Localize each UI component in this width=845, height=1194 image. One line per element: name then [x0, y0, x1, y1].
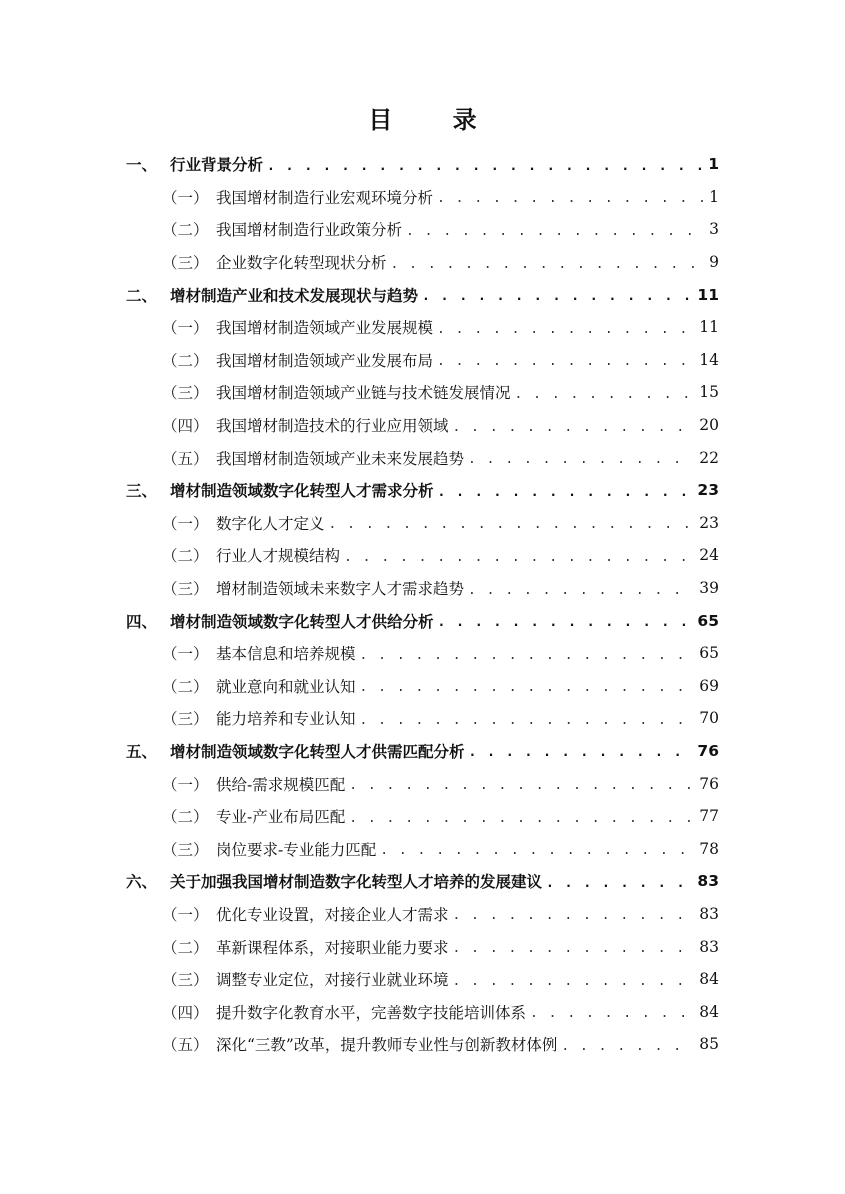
- dot-leader: [453, 421, 696, 434]
- toc-entry-label: 调整专业定位，对接行业就业环境: [216, 971, 449, 990]
- toc-entry-page-number: 15: [699, 383, 719, 402]
- toc-entry-label: 革新课程体系，对接职业能力要求: [216, 938, 449, 957]
- toc-section-entry[interactable]: [126, 898, 719, 931]
- toc-entry-label: 我国增材制造行业政策分析: [216, 221, 403, 240]
- toc-entry-page-number: 1: [708, 155, 719, 174]
- dot-leader: [530, 1007, 695, 1020]
- toc-section-entry[interactable]: [126, 963, 719, 996]
- toc-entry-number: （三）: [162, 254, 209, 273]
- toc-section-entry[interactable]: [126, 409, 719, 442]
- toc-section-entry[interactable]: [126, 995, 719, 1028]
- dot-leader: [267, 160, 704, 173]
- toc-entry-number: 二、: [126, 286, 158, 305]
- dot-leader: [360, 649, 696, 662]
- toc-chapter-entry[interactable]: [126, 604, 719, 637]
- toc-section-entry[interactable]: [126, 767, 719, 800]
- toc-entry-label: 我国增材制造领域产业发展布局: [216, 351, 434, 370]
- dot-leader: [349, 812, 695, 825]
- dot-leader: [453, 975, 696, 988]
- toc-entry-page-number: 3: [709, 220, 719, 239]
- dot-leader: [360, 714, 696, 727]
- toc-entry-number: （一）: [162, 319, 209, 338]
- table-of-contents: [126, 148, 719, 1061]
- toc-entry-label: 专业-产业布局匹配: [216, 808, 346, 827]
- toc-entry-number: 五、: [126, 742, 158, 761]
- toc-chapter-entry[interactable]: [126, 865, 719, 898]
- toc-entry-page-number: 65: [699, 644, 719, 663]
- toc-entry-page-number: 22: [699, 448, 719, 467]
- page-title: 目 录: [368, 106, 503, 134]
- toc-section-entry[interactable]: [126, 637, 719, 670]
- dot-leader: [561, 1040, 695, 1053]
- toc-entry-number: （二）: [162, 547, 209, 566]
- toc-entry-page-number: 76: [699, 774, 719, 793]
- toc-entry-label: 企业数字化转型现状分析: [216, 254, 387, 273]
- toc-entry-label: 能力培养和专业认知: [216, 710, 356, 729]
- toc-entry-label: 行业背景分析: [170, 156, 264, 175]
- toc-section-entry[interactable]: [126, 1028, 719, 1061]
- toc-entry-label: 增材制造领域数字化转型人才供给分析: [170, 612, 434, 631]
- dot-leader: [515, 388, 696, 401]
- dot-leader: [437, 355, 695, 368]
- toc-entry-number: （一）: [162, 188, 209, 207]
- dot-leader: [360, 681, 696, 694]
- dot-leader: [437, 323, 695, 336]
- dot-leader: [453, 909, 696, 922]
- dot-leader: [437, 192, 705, 205]
- toc-entry-page-number: 11: [697, 285, 719, 304]
- toc-entry-number: （二）: [162, 677, 209, 696]
- toc-entry-number: （五）: [162, 449, 209, 468]
- toc-entry-page-number: 1: [709, 187, 719, 206]
- toc-entry-number: 三、: [126, 482, 158, 501]
- toc-section-entry[interactable]: [126, 930, 719, 963]
- dot-leader: [438, 616, 694, 629]
- dot-leader: [422, 290, 693, 303]
- toc-entry-number: （四）: [162, 417, 209, 436]
- toc-entry-number: （一）: [162, 905, 209, 924]
- toc-entry-page-number: 65: [697, 611, 719, 630]
- toc-entry-number: （一）: [162, 645, 209, 664]
- dot-leader: [546, 877, 693, 890]
- toc-section-entry[interactable]: [126, 507, 719, 540]
- toc-entry-label: 增材制造产业和技术发展现状与趋势: [170, 286, 419, 305]
- dot-leader: [468, 584, 695, 597]
- toc-entry-number: （五）: [162, 1036, 209, 1055]
- toc-entry-page-number: 9: [709, 253, 719, 272]
- toc-entry-page-number: 85: [699, 1035, 719, 1054]
- dot-leader: [380, 844, 695, 857]
- toc-entry-number: （三）: [162, 971, 209, 990]
- toc-entry-page-number: 14: [699, 350, 719, 369]
- toc-entry-page-number: 83: [697, 872, 719, 891]
- toc-entry-page-number: 24: [699, 546, 719, 565]
- toc-section-entry[interactable]: [126, 800, 719, 833]
- toc-chapter-entry[interactable]: [126, 278, 719, 311]
- toc-entry-number: （二）: [162, 938, 209, 957]
- toc-entry-label: 深化“三教”改革，提升教师专业性与创新教材体例: [216, 1036, 558, 1055]
- toc-entry-label: 行业人才规模结构: [216, 547, 341, 566]
- toc-entry-number: （一）: [162, 775, 209, 794]
- toc-section-entry[interactable]: [126, 832, 719, 865]
- toc-entry-number: （二）: [162, 221, 209, 240]
- dot-leader: [468, 453, 695, 466]
- toc-entry-label: 关于加强我国增材制造数字化转型人才培养的发展建议: [170, 873, 543, 892]
- toc-entry-page-number: 76: [697, 741, 719, 760]
- toc-entry-number: 六、: [126, 873, 158, 892]
- toc-entry-label: 增材制造领域数字化转型人才需求分析: [170, 482, 434, 501]
- toc-entry-label: 增材制造领域数字化转型人才供需匹配分析: [170, 742, 465, 761]
- toc-entry-page-number: 84: [699, 1002, 719, 1021]
- toc-entry-page-number: 84: [699, 970, 719, 989]
- toc-entry-label: 数字化人才定义: [216, 514, 325, 533]
- toc-entry-number: （二）: [162, 351, 209, 370]
- toc-entry-page-number: 39: [699, 579, 719, 598]
- toc-entry-page-number: 78: [699, 839, 719, 858]
- toc-section-entry[interactable]: [126, 572, 719, 605]
- toc-entry-number: （一）: [162, 514, 209, 533]
- toc-entry-page-number: 77: [699, 807, 719, 826]
- toc-entry-number: （三）: [162, 384, 209, 403]
- dot-leader: [329, 518, 696, 531]
- toc-entry-label: 增材制造领域未来数字人才需求趋势: [216, 580, 465, 599]
- toc-section-entry[interactable]: [126, 344, 719, 377]
- toc-section-entry[interactable]: [126, 311, 719, 344]
- dot-leader: [349, 779, 695, 792]
- toc-entry-page-number: 11: [699, 318, 719, 337]
- dot-leader: [344, 551, 695, 564]
- toc-section-entry[interactable]: [126, 539, 719, 572]
- toc-entry-number: 四、: [126, 612, 158, 631]
- toc-entry-number: （三）: [162, 840, 209, 859]
- toc-entry-label: 我国增材制造技术的行业应用领域: [216, 417, 449, 436]
- toc-entry-page-number: 23: [697, 481, 719, 500]
- toc-entry-number: （三）: [162, 580, 209, 599]
- toc-entry-label: 我国增材制造领域产业链与技术链发展情况: [216, 384, 511, 403]
- toc-chapter-entry[interactable]: [126, 474, 719, 507]
- toc-chapter-entry[interactable]: [126, 148, 719, 181]
- toc-section-entry[interactable]: [126, 181, 719, 214]
- toc-chapter-entry[interactable]: [126, 735, 719, 768]
- toc-entry-page-number: 69: [699, 676, 719, 695]
- toc-entry-number: （三）: [162, 710, 209, 729]
- toc-entry-label: 提升数字化教育水平，完善数字技能培训体系: [216, 1003, 527, 1022]
- toc-section-entry[interactable]: [126, 670, 719, 703]
- toc-section-entry[interactable]: [126, 702, 719, 735]
- toc-entry-page-number: 83: [699, 904, 719, 923]
- toc-entry-label: 基本信息和培养规模: [216, 645, 356, 664]
- dot-leader: [391, 258, 705, 271]
- toc-entry-label: 供给-需求规模匹配: [216, 775, 346, 794]
- toc-entry-page-number: 23: [699, 513, 719, 532]
- toc-entry-page-number: 20: [699, 416, 719, 435]
- toc-entry-label: 我国增材制造行业宏观环境分析: [216, 188, 434, 207]
- toc-entry-label: 岗位要求-专业能力匹配: [216, 840, 377, 859]
- toc-section-entry[interactable]: [126, 246, 719, 279]
- toc-entry-page-number: 83: [699, 937, 719, 956]
- toc-entry-number: （二）: [162, 808, 209, 827]
- dot-leader: [406, 225, 705, 238]
- toc-entry-label: 我国增材制造领域产业发展规模: [216, 319, 434, 338]
- toc-entry-number: 一、: [126, 156, 158, 175]
- dot-leader: [453, 942, 696, 955]
- toc-entry-number: （四）: [162, 1003, 209, 1022]
- toc-section-entry[interactable]: [126, 441, 719, 474]
- toc-section-entry[interactable]: [126, 213, 719, 246]
- toc-entry-page-number: 70: [699, 709, 719, 728]
- toc-entry-label: 就业意向和就业认知: [216, 677, 356, 696]
- toc-section-entry[interactable]: [126, 376, 719, 409]
- toc-entry-label: 优化专业设置，对接企业人才需求: [216, 905, 449, 924]
- dot-leader: [438, 486, 694, 499]
- dot-leader: [469, 746, 694, 759]
- toc-entry-label: 我国增材制造领域产业未来发展趋势: [216, 449, 465, 468]
